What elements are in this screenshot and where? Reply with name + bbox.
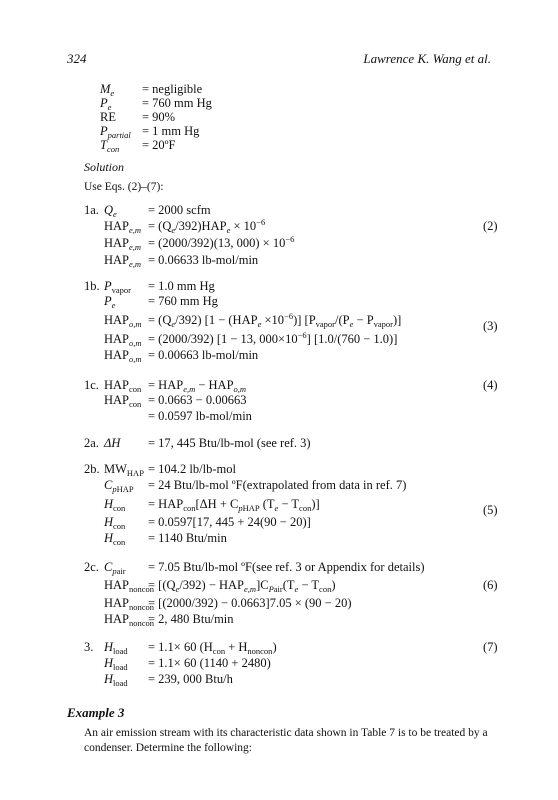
- equation-line: = 1.1× 60 $(H_{con} + H_{noncon})$: [148, 640, 277, 656]
- equation-number: (6): [483, 578, 498, 592]
- equation-line: = $(Q_e/392)HAP_e \times 10^{-6}$: [148, 217, 266, 235]
- equation-line: = 1.0 mm Hg: [148, 279, 215, 293]
- step-label: 1b.: [84, 279, 100, 293]
- equation-line: = 7.05 Btu/lb-mol ºF(see ref. 3 or Appendix for details): [148, 560, 425, 574]
- symbol-hap-om: $HAP_{o,m}$: [104, 348, 142, 364]
- equation-line: = 1.1× 60 (1140 + 2480): [148, 656, 271, 670]
- symbol-h-load: $H_{load}$: [104, 656, 128, 672]
- equation-line: = (2000/392) [1 − 13, $000\times 10^{-6}$] [1.0/(760 − 1.0)]: [148, 330, 398, 346]
- equation-number: (5): [483, 503, 498, 517]
- symbol-hap-con: $HAP_{con}$: [104, 393, 142, 409]
- equation-line: = 0.00663 lb-mol/min: [148, 348, 259, 362]
- equation-number: (2): [483, 219, 498, 233]
- running-author: Lawrence K. Wang et al.: [363, 51, 491, 66]
- symbol-hap-noncon: $HAP_{noncon}$: [104, 578, 155, 594]
- param-ppartial-symbol: $P_{partial}$: [100, 124, 131, 140]
- symbol-hap-em: $HAP_{e,m}$: [104, 219, 142, 235]
- param-pe-value: = 760 mm Hg: [142, 96, 212, 110]
- step-label: 3.: [84, 640, 94, 654]
- symbol-hap-em: $HAP_{e,m}$: [104, 236, 142, 252]
- symbol-pe: $P_e$: [104, 294, 116, 310]
- equation-line: = 1140 Btu/min: [148, 531, 227, 545]
- symbol-hap-om: $HAP_{o,m}$: [104, 332, 142, 348]
- symbol-hap-em: $HAP_{e,m}$: [104, 253, 142, 269]
- param-re-symbol: RE: [100, 110, 116, 124]
- param-ppartial-value: = 1 mm Hg: [142, 124, 200, 138]
- symbol-pvapor: $P_{vapor}$: [104, 279, 131, 295]
- symbol-mw-hap: $MW_{HAP}$: [104, 462, 144, 478]
- symbol-hap-om: $HAP_{o,m}$: [104, 313, 142, 329]
- param-tcon-value: = 20ºF: [142, 138, 176, 152]
- page-number: 324: [67, 51, 87, 66]
- symbol-h-load: $H_{load}$: [104, 640, 128, 656]
- equation-line: = 104.2 lb/lb-mol: [148, 462, 236, 476]
- step-label: 2b.: [84, 462, 100, 476]
- symbol-delta-h: ΔH: [104, 436, 121, 450]
- equation-line: = 0.0597[17, 445 + 24(90 − 20)]: [148, 515, 311, 529]
- use-equations-text: Use Eqs. (2)–(7):: [84, 181, 164, 193]
- equation-line: = 2, 480 Btu/min: [148, 612, 234, 626]
- equation-line: = $HAP_{con}[\Delta H + C_{pHAP}$ $(T_e - T_{con})$]: [148, 497, 320, 513]
- symbol-cp-hap: $C_{pHAP}$: [104, 478, 134, 494]
- symbol-hap-noncon: $HAP_{noncon}$: [104, 596, 155, 612]
- step-label: 2a.: [84, 436, 99, 450]
- equation-line: = 2000 scfm: [148, 203, 211, 217]
- equation-line: = 0.06633 lb-mol/min: [148, 253, 259, 267]
- equation-line: = 24 Btu/lb-mol ºF(extrapolated from data in ref. 7): [148, 478, 407, 492]
- symbol-h-con: $H_{con}$: [104, 497, 126, 513]
- symbol-hap-con: $HAP_{con}$: [104, 378, 142, 394]
- symbol-qe: $Q_e$: [104, 203, 117, 219]
- equation-line: = $[(Q_e/392) - HAP_{e,m}]C_{Pair}(T_e - T_{con})$: [148, 578, 336, 594]
- symbol-h-con: $H_{con}$: [104, 531, 126, 547]
- example-heading: Example 3: [67, 705, 125, 720]
- param-re-value: = 90%: [142, 110, 176, 124]
- param-pe-symbol: $P_e$: [100, 96, 112, 112]
- solution-heading: Solution: [84, 160, 125, 174]
- equation-line: = 239, 000 Btu/h: [148, 672, 233, 686]
- symbol-hap-noncon: $HAP_{noncon}$: [104, 612, 155, 628]
- equation-number: (3): [483, 319, 498, 333]
- symbol-h-load: $H_{load}$: [104, 672, 128, 688]
- step-label: 2c.: [84, 560, 99, 574]
- equation-line: = 760 mm Hg: [148, 294, 218, 308]
- param-me-symbol: $M_e$: [100, 82, 115, 98]
- symbol-h-con: $H_{con}$: [104, 515, 126, 531]
- equation-line: = $HAP_{e,m} - HAP_{o,m}$: [148, 378, 247, 394]
- symbol-cp-air: $C_{pair}$: [104, 560, 126, 576]
- equation-line: = (2000/392)(13, $000) \times 10^{-6}$: [148, 234, 295, 250]
- param-me-value: = negligible: [142, 82, 203, 96]
- step-label: 1c.: [84, 378, 99, 392]
- equation-line: = 17, 445 Btu/lb-mol (see ref. 3): [148, 436, 311, 450]
- equation-number: (4): [483, 378, 498, 392]
- example-body-text: An air emission stream with its characteristic data shown in Table 7 is to be treated by a condenser. Determine the following:: [84, 727, 488, 754]
- param-tcon-symbol: $T_{con}$: [100, 138, 120, 154]
- step-label: 1a.: [84, 203, 99, 217]
- equation-line: = [(2000/392) − 0.0663]7.05 × (90 − 20): [148, 596, 352, 610]
- equation-line: = 0.0663 − 0.00663: [148, 393, 247, 407]
- equation-number: (7): [483, 640, 498, 654]
- equation-line: = 0.0597 lb-mol/min: [148, 409, 252, 423]
- equation-line: = $(Q_e/392) [1 - (HAP_e \times 10^{-6})] [P_{vapor}/(P_e - P_{vapor})]$: [148, 311, 402, 329]
